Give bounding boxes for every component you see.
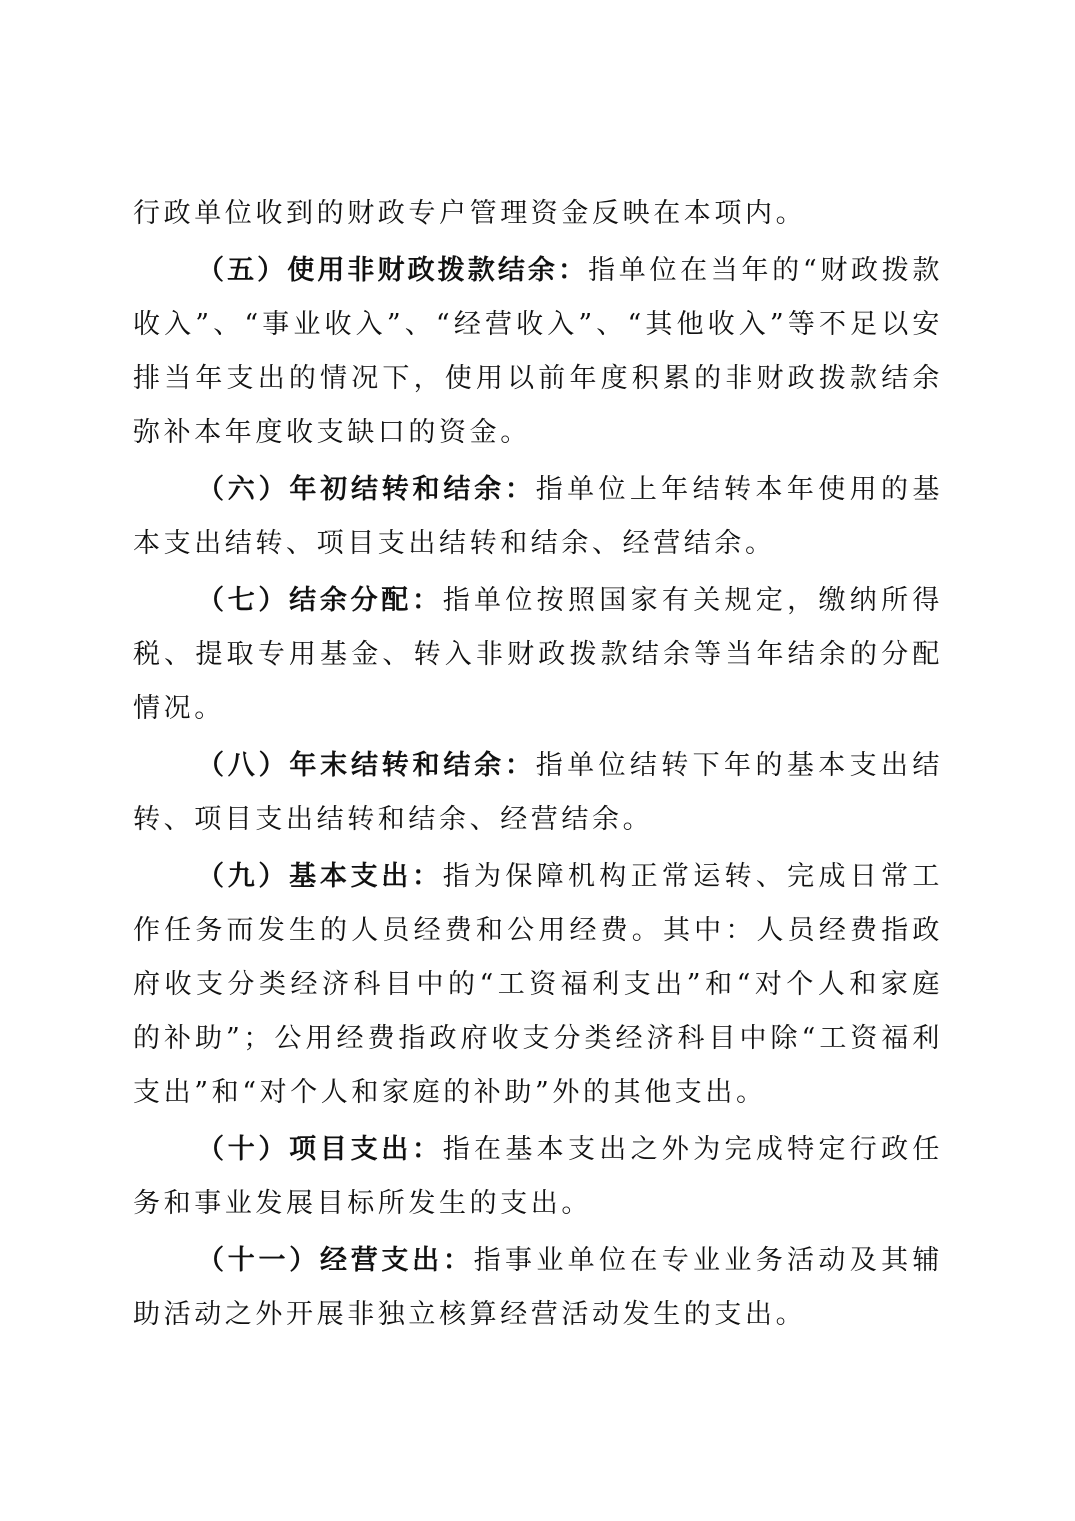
item-body-10: 指在基本支出之外为完成特定行政任务和事业发展目标所发生的支出。 [133, 1134, 943, 1219]
item-body-11: 指事业单位在专业业务活动及其辅助活动之外开展非独立核算经营活动发生的支出。 [133, 1245, 944, 1330]
item-paragraph-9 [133, 850, 943, 1120]
item-body-9: 指为保障机构正常运转、完成日常工作任务而发生的人员经费和公用经费。其中：人员经费指政府收支分类经济科目中的“工资福利支出”和“对个人和家庭的补助”；公用经费指政府收支分类经济科目中除“工资福利支出”和“对个人和家庭的补助”外的其他支出。 [133, 861, 943, 1108]
item-body-7: 指单位按照国家有关规定，缴纳所得税、提取专用基金、转入非财政拨款结余等当年结余的分配情况。 [133, 585, 943, 724]
item-paragraph-11 [133, 1234, 943, 1342]
intro-paragraph: 行政单位收到的财政专户管理资金反映在本项内。 [133, 198, 807, 229]
item-paragraph-5 [133, 244, 943, 460]
item-paragraph-10 [133, 1123, 943, 1231]
item-paragraph-8 [133, 739, 943, 847]
item-term-9: （九）基本支出： [197, 861, 443, 892]
document-body [133, 187, 943, 1345]
item-body-8: 指单位结转下年的基本支出结转、项目支出结转和结余、经营结余。 [133, 750, 943, 835]
item-body-6: 指单位上年结转本年使用的基本支出结转、项目支出结转和结余、经营结余。 [133, 474, 943, 559]
item-term-5: （五）使用非财政拨款结余： [197, 255, 589, 286]
item-body-5: 指单位在当年的“财政拨款收入”、“事业收入”、“经营收入”、“其他收入”等不足以安排当年支出的情况下，使用以前年度积累的非财政拨款结余弥补本年度收支缺口的资金。 [133, 255, 943, 448]
item-paragraph-6 [133, 463, 943, 571]
item-term-8: （八）年末结转和结余： [197, 750, 536, 781]
item-term-11: （十一）经营支出： [197, 1245, 474, 1276]
item-paragraph-7 [133, 574, 943, 736]
item-term-7: （七）结余分配： [197, 585, 443, 616]
item-term-6: （六）年初结转和结余： [197, 474, 536, 505]
item-term-10: （十）项目支出： [197, 1134, 443, 1165]
